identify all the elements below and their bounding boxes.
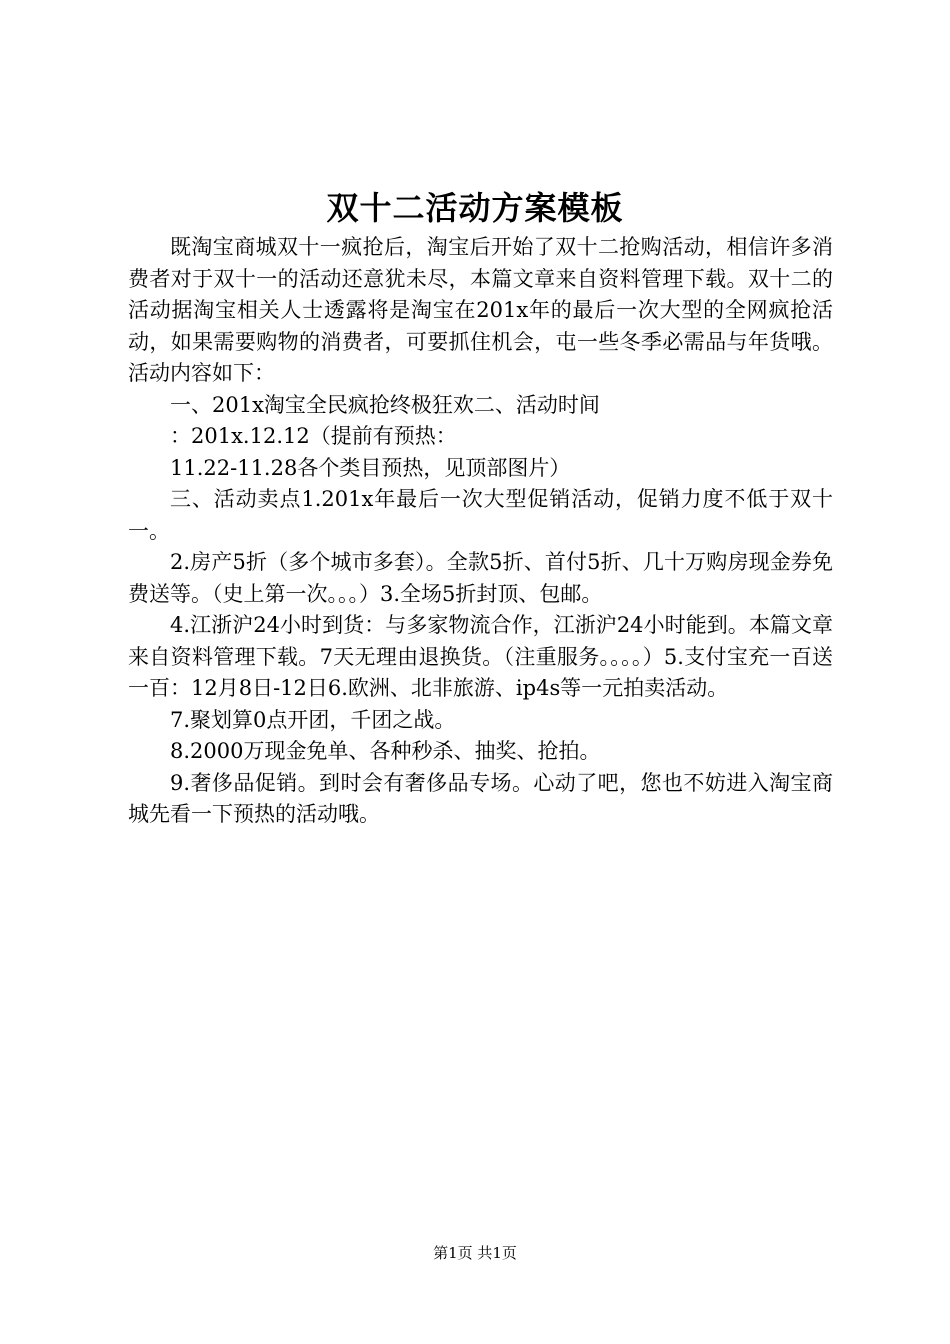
paragraph-date: ：201x.12.12（提前有预热： (170, 424, 457, 448)
paragraph-highlight-7: 7.聚划算0点开团，千团之战。 (170, 707, 456, 732)
paragraph-highlight-4: 4.江浙沪24小时到货：与多家物流合作，江浙沪24小时能到。本篇文章来自资料管理下载。7天无理由退换货。（注重服务。。。。）5.支付宝充一百送一百：12月8日-12日6.欧洲、北非旅游、ip4s等一元拍卖活动。 (128, 613, 833, 700)
paragraph-highlight-1: 三、活动卖点1.201x年最后一次大型促销活动，促销力度不低于双十一。 (128, 487, 833, 543)
paragraph-highlight-2: 2.房产5折（多个城市多套）。全款5折、首付5折、几十万购房现金券免费送等。（史上第一次。。。）3.全场5折封顶、包邮。 (128, 550, 833, 606)
paragraph-intro: 既淘宝商城双十一疯抢后，淘宝后开始了双十二抢购活动，相信许多消费者对于双十一的活动还意犹未尽，本篇文章来自资料管理下载。双十二的活动据淘宝相关人士透露将是淘宝在201x年的最后一次大型的全网疯抢活动，如果需要购物的消费者，可要抓住机会，屯一些冬季必需品与年货哦。活动内容如下： (128, 235, 833, 385)
paragraph-highlight-8: 8.2000万现金免单、各种秒杀、抽奖、抢拍。 (170, 739, 601, 763)
paragraph-highlight-9: 9.奢侈品促销。到时会有奢侈品专场。心动了吧，您也不妨进入淘宝商城先看一下预热的活动哦。 (128, 770, 833, 826)
page-footer: 第1页 共1页 (433, 1244, 517, 1262)
document-title: 双十二活动方案模板 (326, 189, 624, 227)
paragraph-preheat: 11.22-11.28各个类目预热，见顶部图片） (170, 455, 571, 480)
paragraph-section-1: 一、201x淘宝全民疯抢终极狂欢二、活动时间 (170, 392, 600, 417)
document-body (128, 232, 833, 831)
